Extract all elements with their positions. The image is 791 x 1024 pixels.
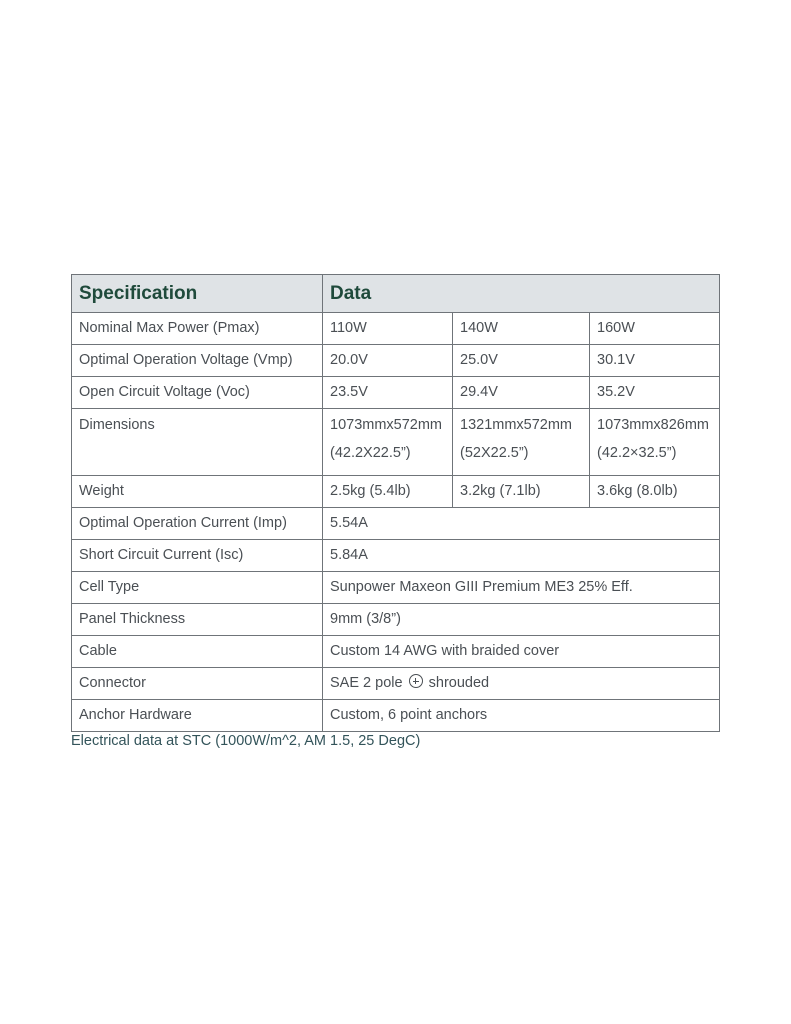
table-row (72, 476, 720, 508)
cell-value: 5.54A (323, 508, 720, 540)
cell-value: 3.6kg (8.0lb) (590, 476, 720, 508)
table-row (72, 668, 720, 700)
table-row (72, 409, 720, 476)
cell-value (323, 409, 453, 476)
cell-value: 2.5kg (5.4lb) (323, 476, 453, 508)
table-row (72, 540, 720, 572)
row-label: Dimensions (72, 409, 323, 476)
cell-value: Sunpower Maxeon GIII Premium ME3 25% Eff. (323, 572, 720, 604)
plus-circle-icon (409, 674, 423, 688)
dimension-imperial: (42.2×32.5”) (597, 445, 677, 461)
footnote: Electrical data at STC (1000W/m^2, AM 1.5, 25 DegC) (71, 733, 421, 749)
cell-value: 25.0V (453, 345, 590, 377)
row-label: Anchor Hardware (72, 700, 323, 732)
dimension-imperial: (52X22.5”) (460, 445, 529, 461)
row-label: Connector (72, 668, 323, 700)
row-label: Nominal Max Power (Pmax) (72, 313, 323, 345)
dimension-metric: 1321mmx572mm (460, 417, 573, 433)
table-row (72, 345, 720, 377)
table-row (72, 572, 720, 604)
cell-value (590, 409, 720, 476)
table-row (72, 636, 720, 668)
table-header-row (72, 275, 720, 313)
header-data: Data (323, 275, 720, 313)
row-label: Short Circuit Current (Isc) (72, 540, 323, 572)
specification-table (71, 274, 720, 732)
row-label: Open Circuit Voltage (Voc) (72, 377, 323, 409)
table-row (72, 604, 720, 636)
cell-value: 29.4V (453, 377, 590, 409)
row-label: Weight (72, 476, 323, 508)
cell-value: 5.84A (323, 540, 720, 572)
connector-suffix: shrouded (428, 675, 490, 691)
cell-value: 35.2V (590, 377, 720, 409)
table-row (72, 313, 720, 345)
table-row (72, 377, 720, 409)
row-label: Cell Type (72, 572, 323, 604)
cell-value: 23.5V (323, 377, 453, 409)
row-label: Panel Thickness (72, 604, 323, 636)
row-label: Cable (72, 636, 323, 668)
table-row (72, 700, 720, 732)
cell-value: 3.2kg (7.1lb) (453, 476, 590, 508)
cell-value: 9mm (3/8”) (323, 604, 720, 636)
connector-prefix: SAE 2 pole (330, 675, 403, 691)
cell-value: 20.0V (323, 345, 453, 377)
dimension-metric: 1073mmx826mm (597, 417, 710, 433)
dimension-imperial: (42.2X22.5”) (330, 445, 411, 461)
cell-value (453, 409, 590, 476)
cell-value: 30.1V (590, 345, 720, 377)
cell-value: Custom, 6 point anchors (323, 700, 720, 732)
cell-value: Custom 14 AWG with braided cover (323, 636, 720, 668)
header-specification: Specification (72, 275, 323, 313)
row-label: Optimal Operation Voltage (Vmp) (72, 345, 323, 377)
dimension-metric: 1073mmx572mm (330, 417, 443, 433)
table-row (72, 508, 720, 540)
cell-value: 110W (323, 313, 453, 345)
cell-value: 160W (590, 313, 720, 345)
row-label: Optimal Operation Current (Imp) (72, 508, 323, 540)
cell-value (323, 668, 720, 700)
cell-value: 140W (453, 313, 590, 345)
